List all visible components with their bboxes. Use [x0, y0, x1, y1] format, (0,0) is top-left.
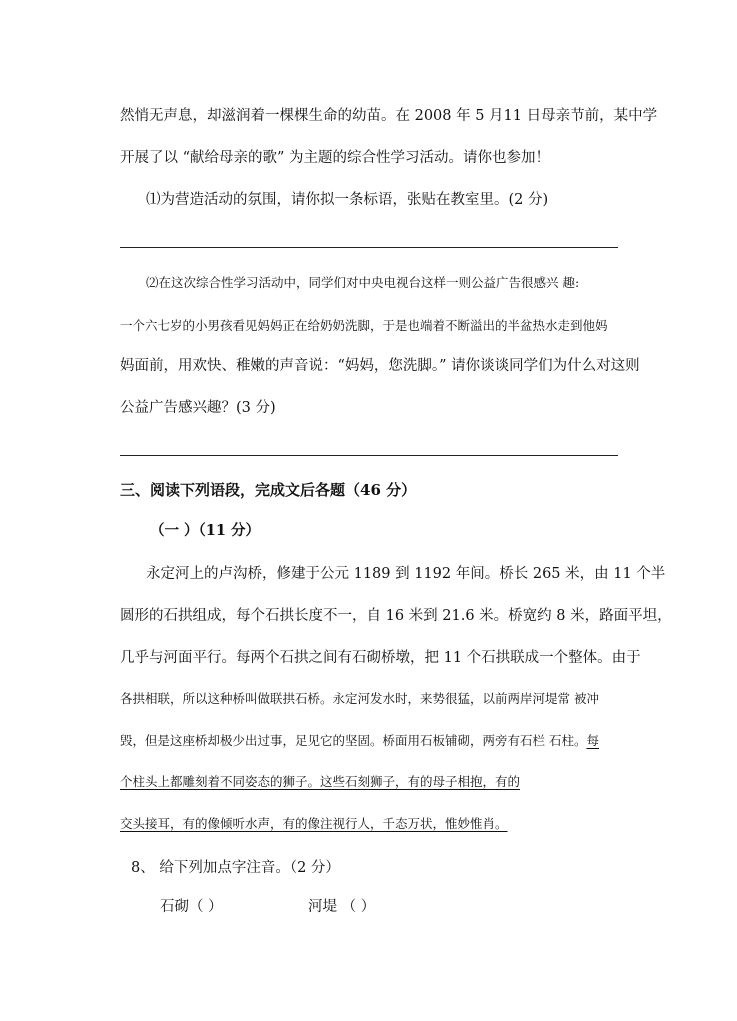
pinyin-item: 河堤 （ ） [308, 899, 376, 915]
answer-line [120, 247, 618, 248]
answer-line [120, 455, 618, 456]
text-line: 一个六七岁的小男孩看见妈妈正在给奶奶洗脚，于是也端着不断溢出的半盆热水走到他妈 [120, 318, 608, 333]
paragraph-line [120, 735, 599, 748]
question-2: ⑵在这次综合性学习活动中，同学们对中央电视台这样一则公益广告很感兴 趣: [146, 275, 580, 290]
text-line: 妈面前，用欢快、稚嫩的声音说：“妈妈，您洗脚。” 请你谈谈同学们为什么对这则 [120, 358, 640, 374]
pinyin-item: 石砌（ ） [160, 899, 223, 915]
underlined-line: 个柱头上都雕刻着不同姿态的狮子。这些石刻狮子，有的母子相抱，有的 [120, 774, 521, 789]
question-8: 8、 给下列加点字注音。（2 分） [131, 860, 340, 876]
text-line: 然悄无声息，却滋润着一棵棵生命的幼苗。在 2008 年 5 月11 日母亲节前，某中学 [120, 108, 658, 124]
underlined-line: 交头接耳，有的像倾听水声，有的像注视行人，千态万状，惟妙惟肖。 [120, 816, 508, 831]
paragraph-text: 毁，但是这座桥却极少出过事，足见它的坚固。桥面用石板铺砌，两旁有石栏 石柱。 [120, 733, 587, 748]
paragraph-line: 各拱相联，所以这种桥叫做联拱石桥。永定河发水时，来势很猛，以前两岸河堤常 被冲 [120, 691, 599, 706]
question-1: ⑴为营造活动的氛围，请你拟一条标语，张贴在教室里。(2 分) [146, 192, 549, 208]
section-heading: 三、阅读下列语段，完成文后各题（46 分） [120, 481, 417, 499]
underlined-text: 每 [586, 733, 599, 748]
part-heading: （一 ）（11 分） [150, 522, 261, 539]
text-line: 公益广告感兴趣？(3 分) [120, 400, 276, 416]
paragraph-line: 圆形的石拱组成，每个石拱长度不一，自 16 米到 21.6 米。桥宽约 8 米，路面平坦， [120, 608, 672, 624]
text-line: 开展了以 “献给母亲的歌” 为主题的综合性学习活动。请你也参加！ [120, 150, 551, 166]
paragraph-line: 几乎与河面平行。每两个石拱之间有石砌桥墩，把 11 个石拱联成一个整体。由于 [120, 650, 641, 666]
paragraph-line: 永定河上的卢沟桥，修建于公元 1189 到 1192 年间。桥长 265 米，由 11 个半 [146, 566, 666, 582]
